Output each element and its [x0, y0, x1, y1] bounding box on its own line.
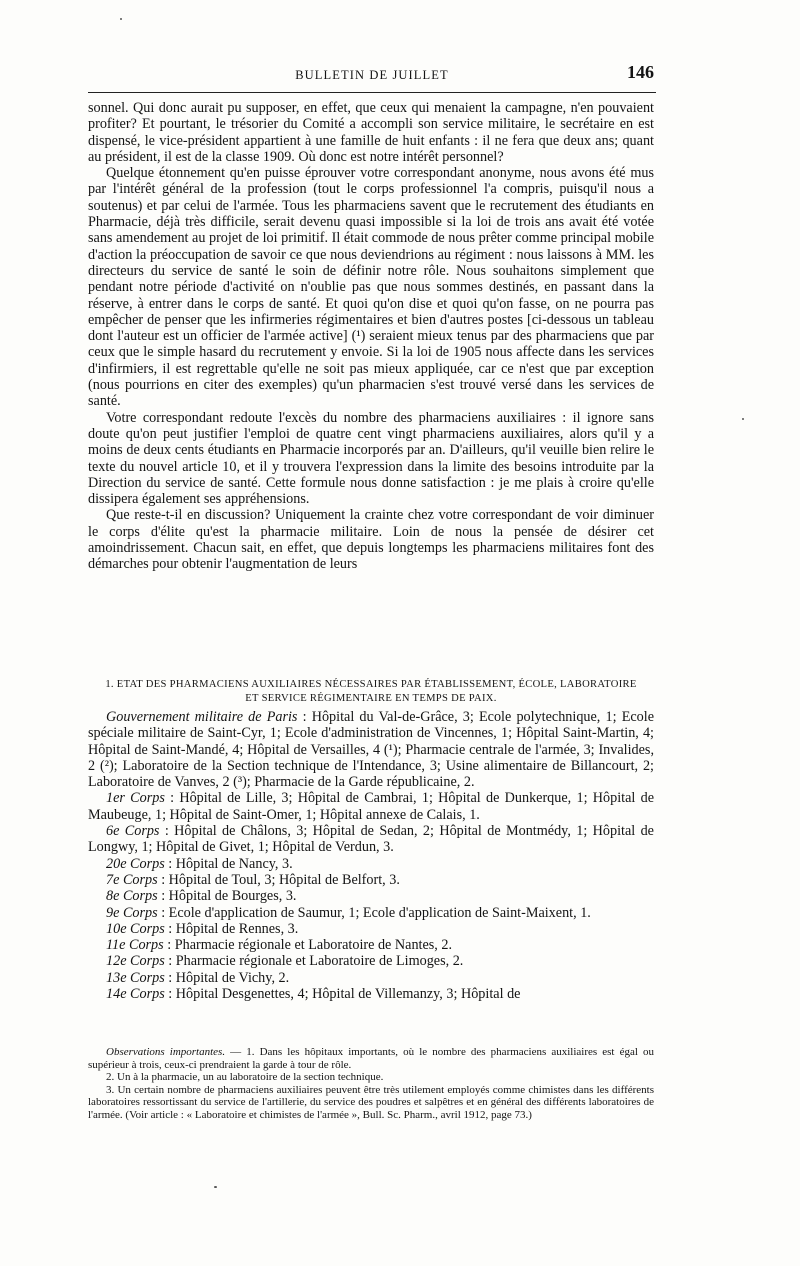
observations-lead: Observations importantes.: [106, 1046, 226, 1058]
paragraph: Votre correspondant redoute l'excès du nombre des pharmaciens auxiliaires : il ignore sans doute qu'on peut justifier l'emploi de quatre cent vingt pharmaciens auxiliaires, alors qu'il y a moins de deux cents étudiants en Pharmacie incorporés par an. D'ailleurs, qu'il veuille bien relire le texte du nouvel article 10, et il y trouvera l'expression dans la limite des besoins introduite par la Direction du service de santé. Cette formule nous donne satisfaction : je me plais à croire qu'elle dissipera également ses appréhensions.: [88, 409, 654, 508]
scan-speck: [120, 18, 122, 20]
footnote-entry: [88, 986, 654, 1002]
header-rule: [88, 92, 656, 93]
entry-text: : Hôpital de Rennes, 3.: [164, 920, 299, 937]
entry-text: : Hôpital de Nancy, 3.: [164, 855, 293, 872]
scan-speck: [214, 1186, 217, 1188]
entry-lead: 14e Corps: [106, 986, 165, 1003]
entry-lead: 9e Corps: [106, 904, 158, 921]
paragraph: Que reste-t-il en discussion? Uniquement la crainte chez votre correspondant de voir diminuer le corps d'élite qu'est la pharmacie militaire. Loin de nous la pensée de désirer cet amoindrissement. Chacun sait, en effet, que depuis longtemps les pharmaciens militaires font des démarches pour obtenir l'augmentation de leurs: [88, 507, 654, 573]
entry-lead: 7e Corps: [106, 871, 158, 888]
entry-text: : Pharmacie régionale et Laboratoire de Limoges, 2.: [164, 953, 464, 970]
observation-item: 3. Un certain nombre de pharmaciens auxiliaires peuvent être très utilement employés comme chimistes dans les différents laboratoires ressortissant du service de l'artillerie, du service des poudres et salpêtres et en général des différents laboratoires de l'armée. (Voir article : « Laboratoire et chimistes de l'armée », Bull. Sc. Pharm., avril 1912, page 73.): [88, 1083, 654, 1121]
footnote-entry: [88, 937, 654, 953]
entry-lead: 20e Corps: [106, 855, 165, 872]
footnote-entry: [88, 953, 654, 969]
footnote-entry: [88, 790, 654, 823]
entry-lead: 11e Corps: [106, 937, 164, 954]
entry-text: : Hôpital Desgenettes, 4; Hôpital de Villemanzy, 3; Hôpital de: [164, 986, 521, 1003]
footnote-entry: [88, 872, 654, 888]
entry-text: : Ecole d'application de Saumur, 1; Ecole d'application de Saint-Maixent, 1.: [157, 904, 591, 921]
footnote-entry: [88, 970, 654, 986]
entry-text: : Hôpital du Val-de-Grâce, 3; Ecole polytechnique, 1; Ecole spéciale militaire de Saint-Cyr, 1; Ecole d'administration de Vincennes, 1; Hôpital Saint-Martin, 4; Hôpital de Saint-Mandé, 4; Hôpital de Versailles, 4 (¹); Pharmacie centrale de l'armée, 3; Invalides, 2 (²); Laboratoire de la Section technique de l'Intendance, 3; Usine alimentaire de Billancourt, 2; Laboratoire de Vanves, 2 (³); Pharmacie de la Garde républicaine, 2.: [88, 709, 654, 791]
footnote-entry: [88, 856, 654, 872]
entry-lead: 6e Corps: [106, 823, 160, 840]
footnote-title: [88, 678, 654, 706]
footnote-entry: [88, 888, 654, 904]
footnote-entry: [88, 921, 654, 937]
entry-lead: 12e Corps: [106, 953, 165, 970]
entry-text: : Hôpital de Toul, 3; Hôpital de Belfort, 3.: [157, 871, 400, 888]
running-title: BULLETIN DE JUILLET: [295, 68, 449, 82]
paragraph: sonnel. Qui donc aurait pu supposer, en effet, que ceux qui menaient la campagne, n'en pouvaient profiter? Et pourtant, le trésorier du Comité a accompli son service militaire, le secrétaire en est dispensé, le vice-président appartient à une famille de huit enfants : il ne fera que deux ans; quant au président, il est de la classe 1909. Où donc est notre intérêt personnel?: [88, 100, 654, 165]
observation-item: [88, 1046, 654, 1071]
footnote-title-line: ET SERVICE RÉGIMENTAIRE EN TEMPS DE PAIX.: [245, 693, 497, 704]
entry-lead: 13e Corps: [106, 969, 165, 986]
footnote-entry: [88, 905, 654, 921]
entry-text: : Hôpital de Vichy, 2.: [164, 969, 290, 986]
footnote-title-line: 1. ETAT DES PHARMACIENS AUXILIAIRES NÉCESSAIRES PAR ÉTABLISSEMENT, ÉCOLE, LABORATOIRE: [105, 679, 637, 690]
footnote-entry: [88, 823, 654, 856]
entry-lead: 10e Corps: [106, 920, 165, 937]
footnote-table: [88, 678, 654, 1002]
scan-speck: [742, 418, 744, 420]
entry-text: : Pharmacie régionale et Laboratoire de Nantes, 2.: [163, 937, 453, 954]
body-text: [88, 100, 654, 573]
entry-text: : Hôpital de Châlons, 3; Hôpital de Sedan, 2; Hôpital de Montmédy, 1; Hôpital de Longwy, 1; Hôpital de Givet, 1; Hôpital de Verdun, 3.: [88, 823, 654, 856]
observation-text: — 1. Dans les hôpitaux importants, où le nombre des pharmaciens auxiliaires est égal ou supérieur à trois, ceux-ci prendraient la garde à tour de rôle.: [88, 1046, 654, 1071]
running-header: [88, 60, 656, 88]
page-number: 146: [627, 62, 654, 82]
entry-text: : Hôpital de Bourges, 3.: [157, 888, 297, 905]
footnote-entry: [88, 709, 654, 790]
entry-lead: 8e Corps: [106, 888, 158, 905]
entry-text: : Hôpital de Lille, 3; Hôpital de Cambrai, 1; Hôpital de Dunkerque, 1; Hôpital de Maubeuge, 1; Hôpital de Saint-Omer, 1; Hôpital annexe de Calais, 1.: [88, 790, 654, 823]
paragraph: Quelque étonnement qu'en puisse éprouver votre correspondant anonyme, nous avons été mus par l'intérêt général de la profession (tout le corps professionnel l'a compris, puisqu'il nous a soutenus) et par celui de l'armée. Tous les pharmaciens savent que le recrutement des étudiants en Pharmacie, déjà très difficile, serait devenu quasi impossible si la loi de trois ans avait été votée sans amendement au projet de loi primitif. Il était commode de nous prêter comme principal mobile d'action la préoccupation de savoir ce que nous deviendrions au régiment : nous laissons à MM. les directeurs du service de santé le soin de définir notre rôle. Nous souhaitons simplement que pendant notre période d'activité on n'oublie pas que nous sommes destinés, en passant dans la réserve, à entrer dans le corps de santé. Et quoi qu'on dise et quoi qu'on fasse, on ne pourra pas empêcher de penser que les infirmeries régimentaires et bien d'autres postes [ci-dessous un tableau dont l'auteur est un officier de l'armée active] (¹) seraient mieux tenus par des pharmaciens que par ceux que le simple hasard du recrutement y envoie. Si la loi de 1905 nous affecte dans les services d'infirmiers, il est regrettable qu'elle ne soit pas mieux appliquée, car ce n'est que par exception (nous pourrions en citer des exemples) qu'un pharmacien s'est trouvé versé dans les services de santé.: [88, 165, 654, 410]
observations: [88, 1046, 654, 1122]
entry-lead: 1er Corps: [106, 790, 165, 807]
observation-item: 2. Un à la pharmacie, un au laboratoire de la section technique.: [106, 1071, 384, 1084]
entry-lead: Gouvernement militaire de Paris: [106, 709, 298, 725]
